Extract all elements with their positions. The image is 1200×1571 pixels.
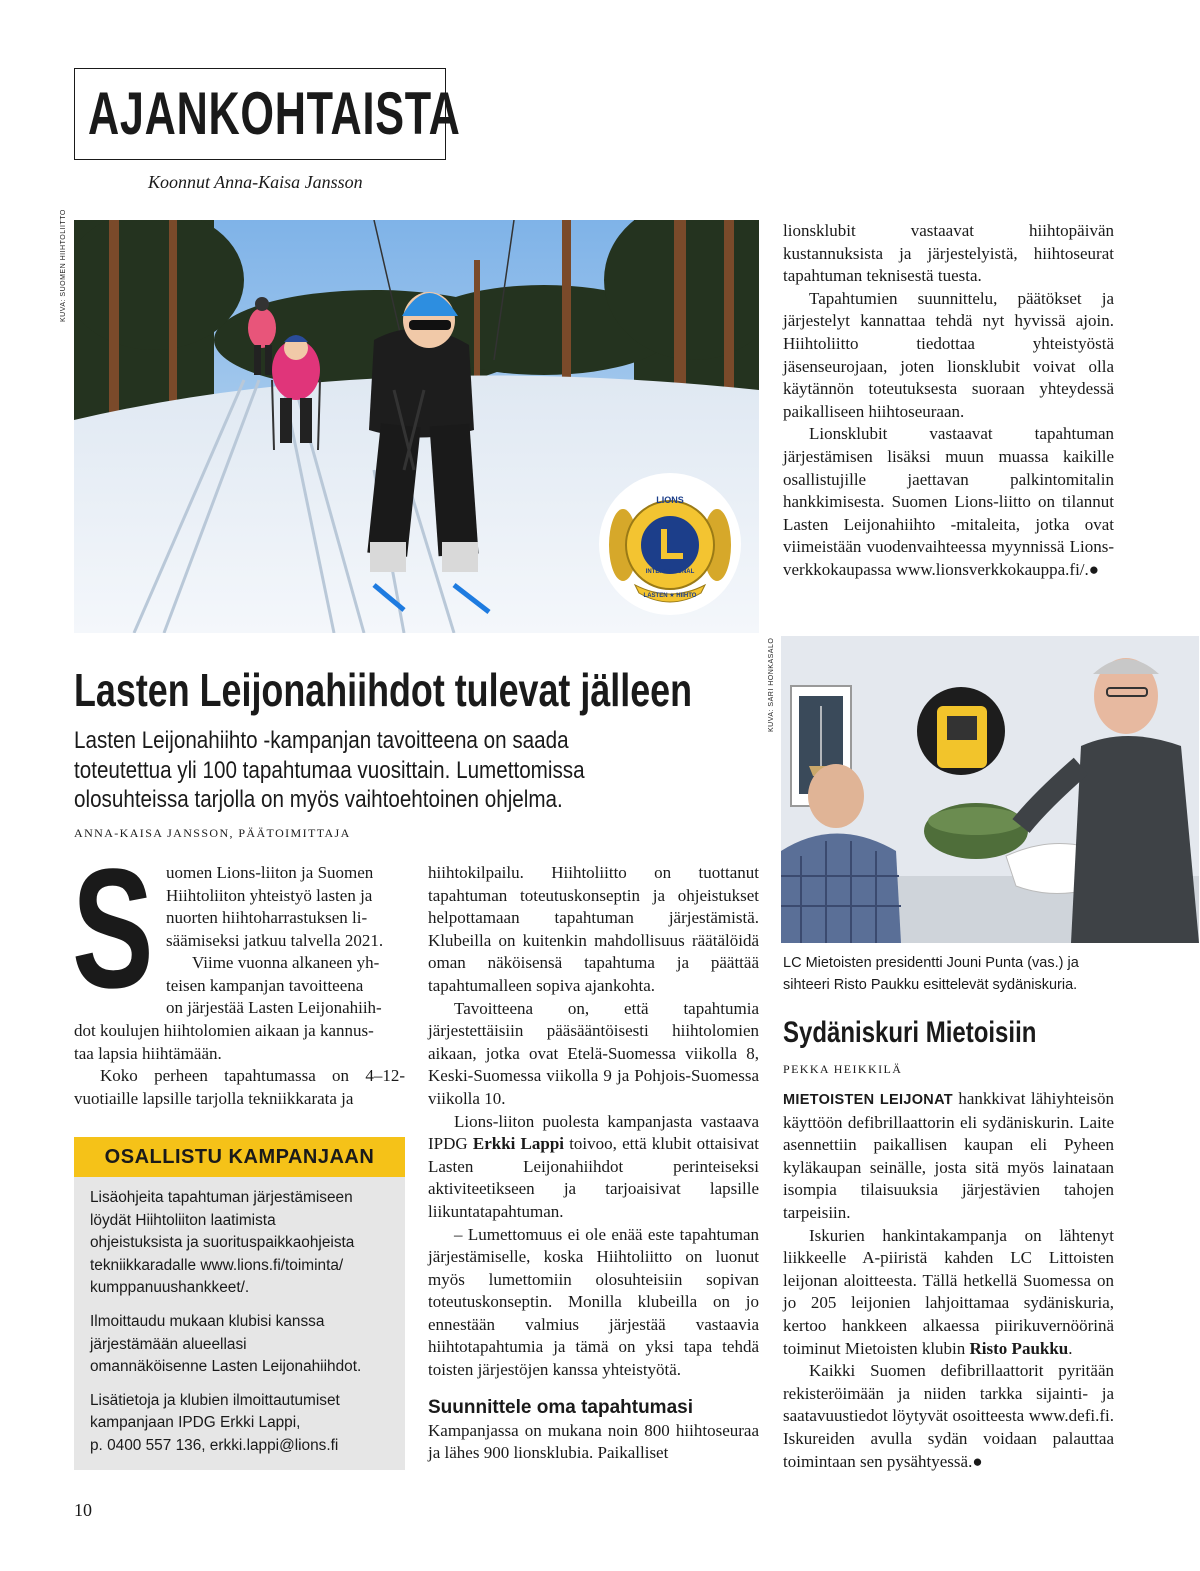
article-headline: Lasten Leijonahiihdot tulevat jälleen (74, 664, 693, 716)
text-line: Viime vuonna alkaneen yh- (192, 953, 380, 972)
lead-line: toteutettua yli 100 tapahtumaa vuosittain. Lumettomissa (74, 756, 585, 784)
page-number: 10 (74, 1500, 92, 1520)
lead-line: Lasten Leijonahiihto -kampanjan tavoitteena on saada (74, 727, 569, 754)
text-line: on järjestää Lasten Leijonahiih- (166, 998, 382, 1018)
infobox-paragraph (90, 1311, 391, 1379)
col3-text (783, 220, 1114, 582)
paragraph (783, 423, 1114, 581)
paragraph: Koko perheen tapahtumassa on 4–12-vuotiaille lapsille tarjolla tekniikkarata ja (74, 1066, 405, 1108)
person-name: Erkki Lappi (472, 1134, 565, 1154)
article2-byline: PEKKA HEIKKILÄ (783, 1062, 903, 1076)
infobox-header (74, 1137, 405, 1177)
end-mark: ● (1088, 559, 1100, 579)
infobox-paragraph (90, 1187, 391, 1300)
paragraph (783, 1225, 1114, 1361)
article2-text (783, 1088, 1114, 1473)
infobox-line: Lisäohjeita tapahtuman järjestämiseen (90, 1189, 353, 1206)
subheading: Suunnittele oma tapahtumasi (428, 1396, 693, 1418)
paragraph (428, 1111, 759, 1224)
infobox-line: löydät Hiihtoliiton laatimista (90, 1211, 276, 1229)
paragraph (783, 1360, 1114, 1473)
infobox-line: omannäköisenne Lasten Leijonahiihdot. (90, 1358, 362, 1376)
paragraph (783, 1088, 1114, 1225)
caption-line: LC Mietoisten presidentti Jouni Punta (vas.) ja (783, 955, 1079, 971)
article-byline: ANNA-KAISA JANSSON, PÄÄTOIMITTAJA (74, 826, 351, 840)
col1-dropcap-block (166, 862, 405, 952)
lead-line: olosuhteissa tarjolla on myös vaihtoehtoinen ohjelma. (74, 786, 563, 813)
paragraph: – Lumettomuus ei ole enää este tapahtuman järjestämiselle, koska Hiihtoliitto on luonut myös lumettomiin olosuhteisiin sopivan toteutuskonseptin. Monilla klubeilla on jo ennestään valmius järjestää vastaavia hiihtotapahtumia ja tämä on yksi tapa tehdä toisten järjestöjen kanssa yhteistyötä. (428, 1224, 759, 1380)
badge-bottom-text: INTERNATIONAL (645, 569, 695, 575)
drop-cap: S (72, 834, 154, 1024)
photo-credit-1: KUVA: SUOMEN HIIHTOLIITTO (60, 209, 67, 322)
col1-indent-block (166, 952, 405, 1020)
col1-text (74, 1020, 405, 1110)
text-line: dot koulujen hiihtolomien aikaan ja kannus- (74, 1021, 374, 1040)
infobox-link[interactable]: kumppanuushankkeet/. (90, 1279, 250, 1297)
text-line: taa lapsia hiihtämään. (74, 1043, 222, 1063)
infobox-title: OSALLISTU KAMPANJAAN (104, 1146, 375, 1168)
lions-badge (599, 473, 741, 615)
text-span: hankkivat lähiyhteisön käyttöön defibrillaattorin eli sydäniskurin. Laite asennettiin paikallisen kaupan eli Pyheen kyläkaupan seinälle, josta sitä myös lainataan isompia tilaisuuksia järjestävien tahojen tarpeisiin. (783, 1089, 1114, 1222)
infobox-contact[interactable]: p. 0400 557 136, erkki.lappi@lions.fi (90, 1436, 339, 1454)
paragraph: Tavoitteena on, että tapahtumia järjestettäisiin pääsääntöisesti hiihtolomien aikaan, jotka ovat Etelä-Suomessa viikolla 8, Keski-Suomessa viikolla 9 ja Pohjois-Suomessa viikolla 10. (428, 998, 759, 1108)
text-line: uomen Lions-liiton ja Suomen (166, 863, 374, 882)
infobox-line: järjestämään alueellasi (90, 1335, 247, 1353)
compiled-by: Koonnut Anna-Kaisa Jansson (148, 172, 363, 192)
col2-text (428, 862, 759, 1465)
article2-headline: Sydäniskuri Mietoisiin (783, 1016, 1037, 1049)
lead-caps: MIETOISTEN LEIJONAT (783, 1092, 953, 1108)
text-line: teisen kampanjan tavoitteena (166, 975, 364, 995)
paragraph: Kampanjassa on mukana noin 800 hiihtoseuraa ja lähes 900 lionsklubia. Paikalliset (428, 1420, 759, 1463)
infobox-link[interactable]: tekniikkaradalle www.lions.fi/toiminta/ (90, 1256, 344, 1274)
article-lead (74, 726, 693, 815)
text-span: . (1068, 1338, 1073, 1358)
infobox-paragraph (90, 1390, 391, 1458)
text-span: Kaikki Suomen defibrillaattorit pyritään rekisteröimään ja niiden tarkka sijainti- ja saatavuustiedot löytyvät osoitteesta www.defi.fi. Iskureiden avulla sydän voidaan palauttaa toimintaan sen pysähtyessä. (783, 1361, 1114, 1471)
text-line: nuorten hiihtoharrastuksen li- (166, 908, 368, 928)
badge-ribbon-text: LASTEN ★ HIIHTO (643, 593, 697, 599)
infobox-line: Lisätietoja ja klubien ilmoittautumiset (90, 1391, 340, 1409)
text-span: Iskurien hankintakampanja on lähtenyt liikkeelle A-piiristä kahden LC Littoisten leijonan aloitteesta. Tällä hetkellä Suomessa on jo 205 leijonien lahjoittamaa sydäniskuria, kertoo hankkeen alkaessa piirikuvernöörinä toiminut Mietoisten klubin (783, 1225, 1114, 1358)
text-span: Lions-liiton puolesta kampanjasta vastaava IPDG (428, 1111, 759, 1154)
person-name: Risto Paukku (969, 1338, 1069, 1358)
defibrillator-photo (781, 636, 1199, 943)
skiing-photo (74, 220, 759, 633)
paragraph: hiihtokilpailu. Hiihtoliitto on tuottanut tapahtuman toteutuskonseptin ja ohjeistukset helpottamaan tapahtuman järjestämistä. Klubeilla on kuitenkin mahdollisuus räätälöidä oman näköisensä tapahtuma ja päättää tapahtumalleen sopiva ajankohta. (428, 863, 759, 995)
defibrillator-scene (781, 636, 1199, 943)
text-line: Hiihtoliiton yhteistyö lasten ja (166, 885, 373, 905)
infobox-line: Ilmoittaudu mukaan klubisi kanssa (90, 1312, 325, 1330)
photo-caption (783, 952, 1183, 996)
infobox-line: kampanjaan IPDG Erkki Lappi, (90, 1414, 301, 1432)
text-line: säämiseksi jatkuu talvella 2021. (166, 930, 384, 950)
text-span: toivoo, että klubit ottaisivat Lasten Leijonahiihdot perinteiseksi aktiviteetikseen ja tarjoaisivat lapsille liikuntatapahtuman. (428, 1134, 759, 1221)
paragraph: lionsklubit vastaavat hiihtopäivän kustannuksista ja järjestelyistä, hiihtoseurat tapahtuman teknisestä tuesta. (783, 221, 1114, 286)
paragraph: Tapahtumien suunnittelu, päätökset ja järjestelyt kannattaa tehdä nyt hyvissä ajoin. Hiihtoliitto tiedottaa yhteistyöstä jäsenseurojaan, joten lionsklubit voivat olla käytännön toteutuksesta suoraan yhteydessä paikalliseen hiihtoseuraan. (783, 288, 1114, 421)
end-mark: ● (972, 1451, 983, 1471)
badge-top-text: LIONS (656, 495, 684, 505)
infobox-line: ohjeistuksista ja suorituspaikkaohjeista (90, 1234, 355, 1252)
text-span: Lionsklubit vastaavat tapahtuman järjestämisen lisäksi muun muassa kaikille osallistujille jaettavan palkintomitalin hankkimisesta. Suomen Lions-liitto on tilannut Lasten Leijonahiihto -mitaleita, jotka ovat viimeistään vuodenvaihteessa myynnissä Lions-verkkokaupassa www.lionsverkkokauppa.fi/. (783, 424, 1114, 579)
infobox-body (74, 1177, 405, 1470)
section-title: AJANKOHTAISTA (88, 80, 461, 147)
photo-credit-2: KUVA: SARI HONKASALO (768, 637, 775, 732)
caption-line: sihteeri Risto Paukku esittelevät sydäniskuria. (783, 977, 1078, 993)
